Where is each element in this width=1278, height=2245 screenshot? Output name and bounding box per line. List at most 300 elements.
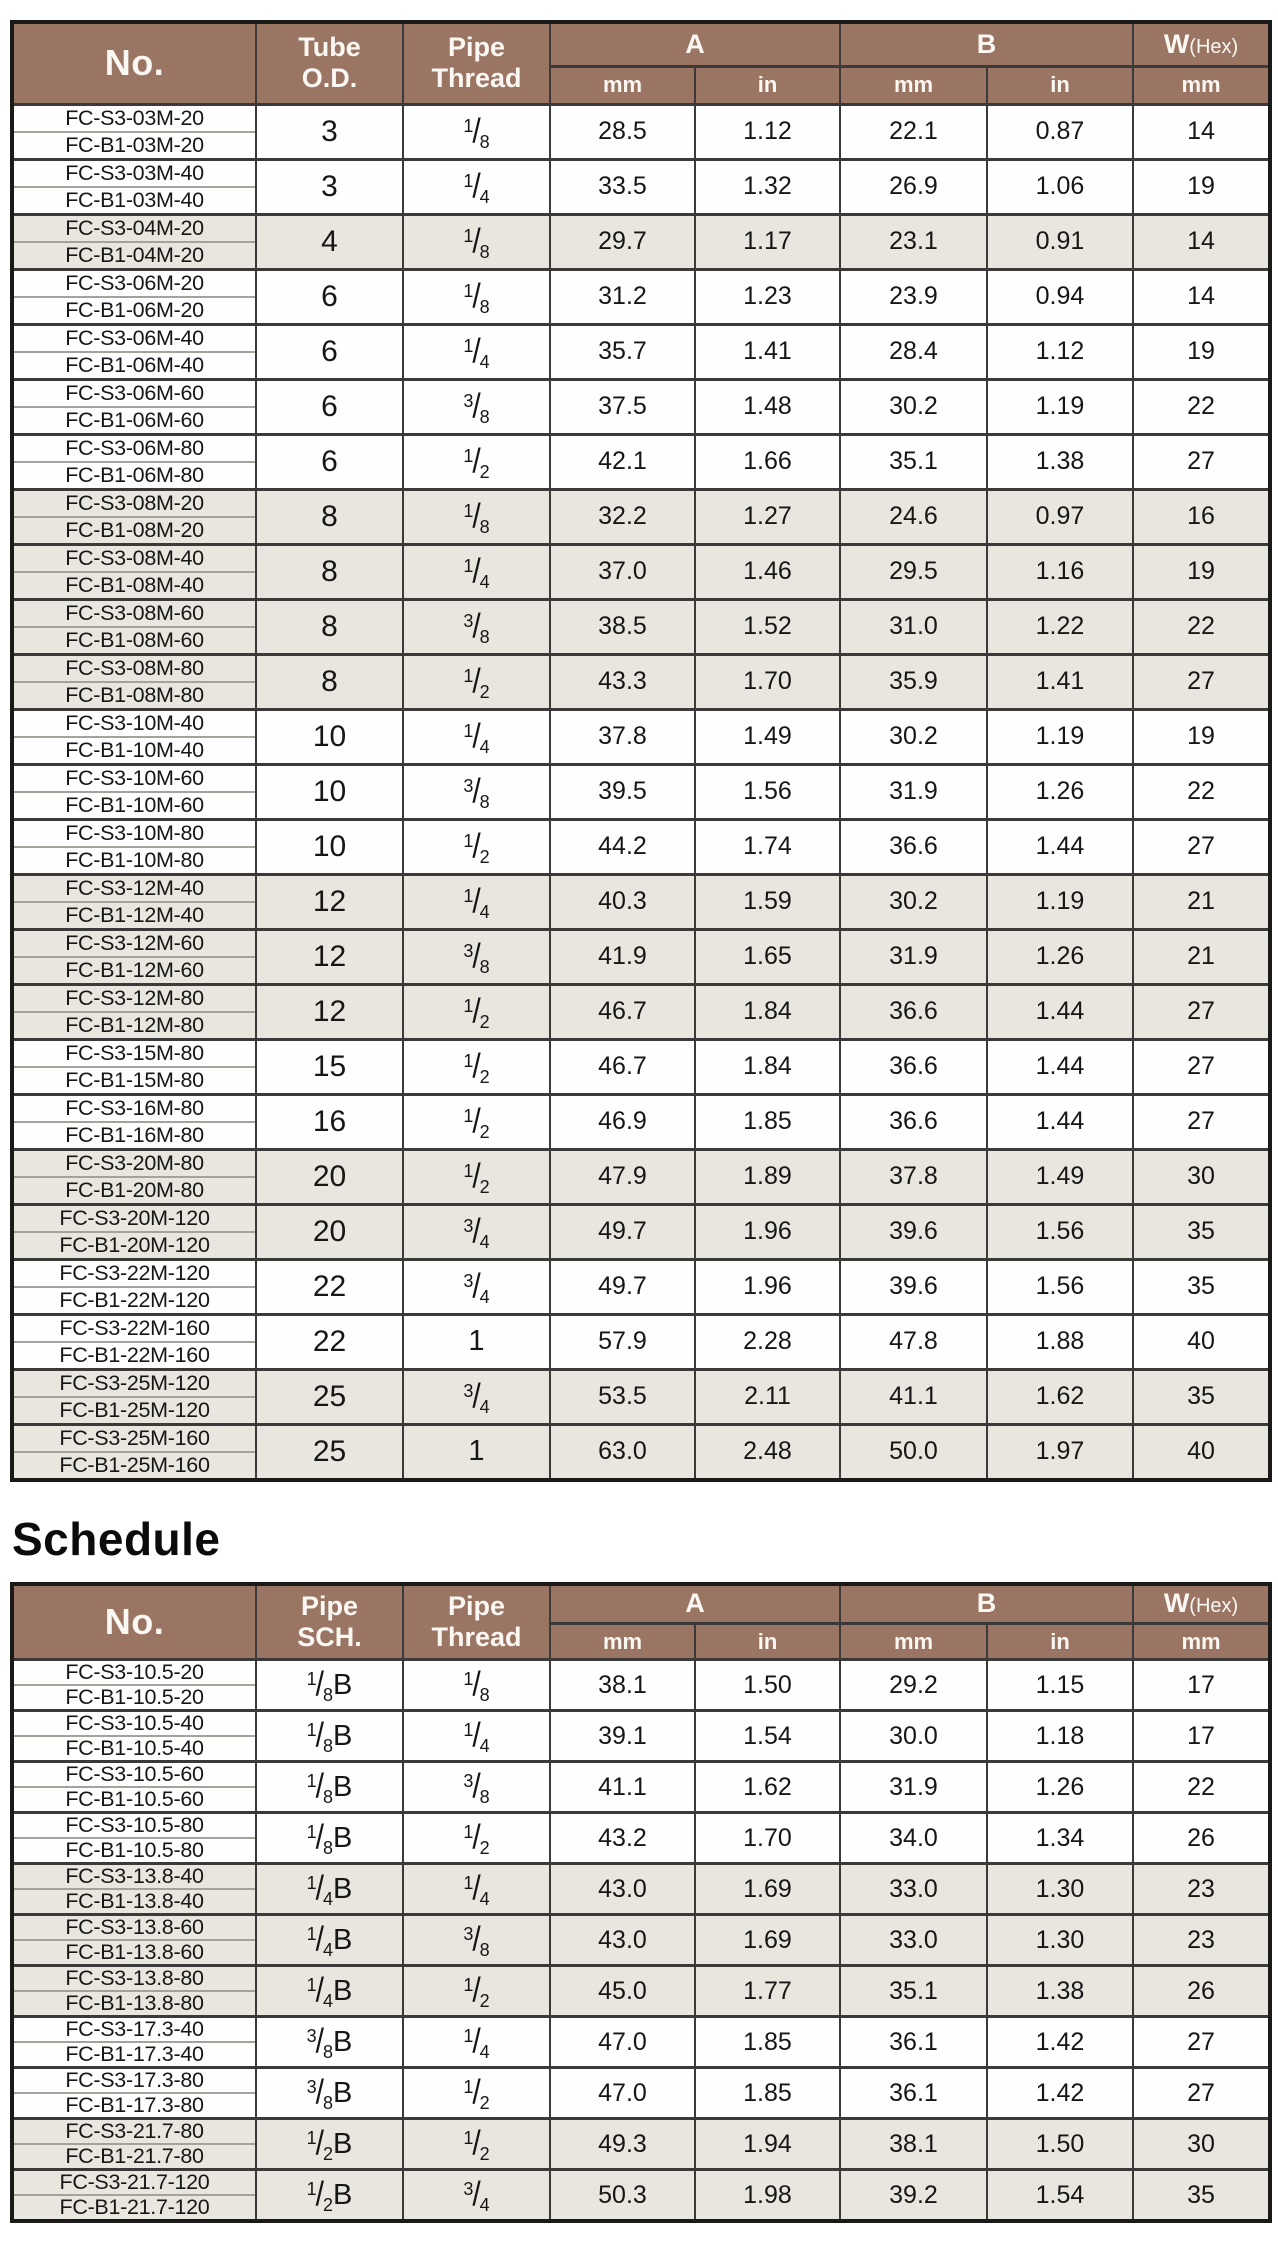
b-in-value: 1.41 xyxy=(987,654,1133,709)
size-value: 4 xyxy=(256,214,403,269)
size-value: $^3/_8B$ xyxy=(256,2017,403,2068)
a-in-value: 1.66 xyxy=(695,434,840,489)
w-hex-value: 22 xyxy=(1133,1762,1270,1813)
size-value: 16 xyxy=(256,1094,403,1149)
pipe-thread-value: $^3/_4$ xyxy=(403,1369,550,1424)
part-number-cell xyxy=(12,214,256,269)
b-mm-value: 38.1 xyxy=(840,2119,987,2170)
table-row xyxy=(12,1660,1270,1711)
a-in-value: 1.32 xyxy=(695,159,840,214)
b-mm-value: 36.1 xyxy=(840,2017,987,2068)
pipe-thread-value: $^1/_4$ xyxy=(403,1711,550,1762)
a-mm-value: 45.0 xyxy=(550,1966,695,2017)
b-mm-value: 39.6 xyxy=(840,1259,987,1314)
size-value: 8 xyxy=(256,544,403,599)
pipe-thread-value: $^3/_4$ xyxy=(403,1259,550,1314)
part-number-b1: FC-B1-21.7-120 xyxy=(59,2195,210,2219)
w-hex-value: 35 xyxy=(1133,1259,1270,1314)
a-in-value: 1.85 xyxy=(695,2068,840,2119)
table-row xyxy=(12,1094,1270,1149)
a-mm-value: 53.5 xyxy=(550,1369,695,1424)
b-mm-value: 36.1 xyxy=(840,2068,987,2119)
b-in-value: 1.44 xyxy=(987,819,1133,874)
part-number-b1: FC-B1-06M-20 xyxy=(65,297,204,322)
part-number-cell xyxy=(12,1149,256,1204)
size-value: 6 xyxy=(256,269,403,324)
part-number-cell xyxy=(12,1813,256,1864)
part-number-s3: FC-S3-10M-60 xyxy=(14,766,255,793)
metric-table-header xyxy=(12,22,1270,104)
size-value: 6 xyxy=(256,379,403,434)
table-row xyxy=(12,104,1270,159)
pipe-thread-value: $^1/_4$ xyxy=(403,159,550,214)
pipe-thread-value: $^3/_8$ xyxy=(403,929,550,984)
b-mm-value: 37.8 xyxy=(840,1149,987,1204)
part-number-cell xyxy=(12,2017,256,2068)
pipe-thread-value: $^1/_8$ xyxy=(403,1660,550,1711)
part-number-cell xyxy=(12,1369,256,1424)
schedule-table-body xyxy=(12,1660,1270,2222)
w-hex-value: 27 xyxy=(1133,819,1270,874)
size-value: $^1/_4B$ xyxy=(256,1915,403,1966)
table-row xyxy=(12,874,1270,929)
a-in-value: 1.85 xyxy=(695,2017,840,2068)
part-number-cell xyxy=(12,1711,256,1762)
part-number-s3: FC-S3-08M-60 xyxy=(14,601,255,628)
part-number-s3: FC-S3-10.5-60 xyxy=(14,1763,255,1788)
table-row xyxy=(12,1039,1270,1094)
b-mm-value: 30.0 xyxy=(840,1711,987,1762)
a-mm-value: 29.7 xyxy=(550,214,695,269)
table-row xyxy=(12,379,1270,434)
col-header-a: A xyxy=(550,22,840,66)
col-header-tube-od-line2: O.D. xyxy=(301,63,358,94)
part-number-b1: FC-B1-22M-160 xyxy=(59,1342,210,1367)
col-header-w-hex xyxy=(1133,22,1270,66)
b-in-value: 1.19 xyxy=(987,709,1133,764)
part-number-s3: FC-S3-20M-120 xyxy=(14,1206,255,1233)
schedule-size-table xyxy=(10,1582,1272,2224)
part-number-s3: FC-S3-25M-120 xyxy=(14,1371,255,1398)
a-in-value: 1.89 xyxy=(695,1149,840,1204)
part-number-b1: FC-B1-13.8-80 xyxy=(65,1991,204,2015)
b-mm-value: 50.0 xyxy=(840,1424,987,1480)
table-row xyxy=(12,819,1270,874)
table-row xyxy=(12,1711,1270,1762)
w-hex-value: 19 xyxy=(1133,544,1270,599)
b-mm-value: 47.8 xyxy=(840,1314,987,1369)
a-mm-value: 43.0 xyxy=(550,1915,695,1966)
col-header-pipe-thread-line2: Thread xyxy=(431,1621,522,1652)
part-number-s3: FC-S3-12M-60 xyxy=(14,931,255,958)
pipe-thread-value: $^1/_8$ xyxy=(403,104,550,159)
b-mm-value: 36.6 xyxy=(840,1094,987,1149)
w-hex-value: 35 xyxy=(1133,2170,1270,2222)
size-value: 8 xyxy=(256,489,403,544)
table-row xyxy=(12,269,1270,324)
size-value: 12 xyxy=(256,929,403,984)
part-number-b1: FC-B1-10.5-60 xyxy=(65,1787,204,1811)
b-in-value: 1.49 xyxy=(987,1149,1133,1204)
pipe-thread-value: $^1/_4$ xyxy=(403,709,550,764)
pipe-thread-value: $^3/_8$ xyxy=(403,1762,550,1813)
table-row xyxy=(12,1424,1270,1480)
size-value: 15 xyxy=(256,1039,403,1094)
part-number-b1: FC-B1-20M-80 xyxy=(65,1177,204,1202)
col-header-w-hex xyxy=(1133,1584,1270,1624)
table-row xyxy=(12,1966,1270,2017)
b-mm-value: 23.1 xyxy=(840,214,987,269)
b-mm-value: 29.2 xyxy=(840,1660,987,1711)
b-mm-value: 31.9 xyxy=(840,764,987,819)
part-number-b1: FC-B1-10M-80 xyxy=(65,847,204,872)
part-number-b1: FC-B1-25M-160 xyxy=(59,1452,210,1477)
b-mm-value: 28.4 xyxy=(840,324,987,379)
b-in-value: 1.56 xyxy=(987,1259,1133,1314)
size-value: 8 xyxy=(256,599,403,654)
part-number-cell xyxy=(12,874,256,929)
a-mm-value: 57.9 xyxy=(550,1314,695,1369)
unit-a-mm: mm xyxy=(550,1624,695,1660)
b-in-value: 1.54 xyxy=(987,2170,1133,2222)
part-number-b1: FC-B1-10.5-40 xyxy=(65,1736,204,1760)
table-row xyxy=(12,2068,1270,2119)
size-value: $^1/_2B$ xyxy=(256,2119,403,2170)
part-number-s3: FC-S3-21.7-80 xyxy=(14,2120,255,2145)
schedule-table-header xyxy=(12,1584,1270,1660)
a-in-value: 1.77 xyxy=(695,1966,840,2017)
w-hex-value: 26 xyxy=(1133,1813,1270,1864)
table-row xyxy=(12,654,1270,709)
w-hex-value: 40 xyxy=(1133,1424,1270,1480)
part-number-b1: FC-B1-22M-120 xyxy=(59,1287,210,1312)
part-number-s3: FC-S3-06M-60 xyxy=(14,381,255,408)
size-value: 25 xyxy=(256,1424,403,1480)
part-number-cell xyxy=(12,2119,256,2170)
part-number-s3: FC-S3-22M-160 xyxy=(14,1316,255,1343)
w-hex-value: 22 xyxy=(1133,764,1270,819)
col-header-b: B xyxy=(840,1584,1133,1624)
col-header-pipe-thread-line1: Pipe xyxy=(447,1590,506,1621)
pipe-thread-value: $^1/_2$ xyxy=(403,654,550,709)
pipe-thread-value: $^1/_4$ xyxy=(403,544,550,599)
part-number-cell xyxy=(12,269,256,324)
table-row xyxy=(12,599,1270,654)
b-in-value: 1.15 xyxy=(987,1660,1133,1711)
table-row xyxy=(12,1149,1270,1204)
a-in-value: 1.27 xyxy=(695,489,840,544)
b-mm-value: 39.6 xyxy=(840,1204,987,1259)
col-header-no: No. xyxy=(12,1584,256,1660)
b-mm-value: 36.6 xyxy=(840,984,987,1039)
part-number-s3: FC-S3-10M-40 xyxy=(14,711,255,738)
a-mm-value: 43.3 xyxy=(550,654,695,709)
a-in-value: 1.65 xyxy=(695,929,840,984)
table-row xyxy=(12,764,1270,819)
part-number-b1: FC-B1-13.8-60 xyxy=(65,1940,204,1964)
b-mm-value: 33.0 xyxy=(840,1864,987,1915)
size-value: 6 xyxy=(256,434,403,489)
b-in-value: 1.50 xyxy=(987,2119,1133,2170)
pipe-thread-value: $^1/_4$ xyxy=(403,2017,550,2068)
unit-b-mm: mm xyxy=(840,66,987,104)
pipe-thread-value: $^1/_4$ xyxy=(403,874,550,929)
part-number-s3: FC-S3-12M-80 xyxy=(14,986,255,1013)
part-number-b1: FC-B1-10.5-20 xyxy=(65,1685,204,1709)
b-mm-value: 41.1 xyxy=(840,1369,987,1424)
a-mm-value: 37.5 xyxy=(550,379,695,434)
size-value: 10 xyxy=(256,819,403,874)
w-hex-value: 27 xyxy=(1133,2017,1270,2068)
schedule-heading: Schedule xyxy=(12,1512,221,1565)
b-in-value: 1.12 xyxy=(987,324,1133,379)
table-row xyxy=(12,2017,1270,2068)
part-number-b1: FC-B1-16M-80 xyxy=(65,1122,204,1147)
part-number-s3: FC-S3-17.3-80 xyxy=(14,2069,255,2094)
part-number-b1: FC-B1-08M-20 xyxy=(65,517,204,542)
a-mm-value: 46.7 xyxy=(550,1039,695,1094)
part-number-cell xyxy=(12,104,256,159)
part-number-s3: FC-S3-15M-80 xyxy=(14,1041,255,1068)
part-number-s3: FC-S3-03M-20 xyxy=(14,106,255,133)
size-value: 22 xyxy=(256,1314,403,1369)
part-number-cell xyxy=(12,2068,256,2119)
w-hex-value: 30 xyxy=(1133,1149,1270,1204)
part-number-s3: FC-S3-17.3-40 xyxy=(14,2018,255,2043)
col-header-pipe-sch-line1: Pipe xyxy=(300,1590,359,1621)
part-number-s3: FC-S3-06M-40 xyxy=(14,326,255,353)
a-in-value: 1.62 xyxy=(695,1762,840,1813)
table-row xyxy=(12,434,1270,489)
pipe-thread-value: $^1/_2$ xyxy=(403,2119,550,2170)
part-number-b1: FC-B1-12M-40 xyxy=(65,902,204,927)
a-mm-value: 47.0 xyxy=(550,2068,695,2119)
size-value: 12 xyxy=(256,874,403,929)
b-in-value: 1.19 xyxy=(987,379,1133,434)
part-number-b1: FC-B1-06M-40 xyxy=(65,352,204,377)
part-number-cell xyxy=(12,324,256,379)
a-mm-value: 63.0 xyxy=(550,1424,695,1480)
size-value: 10 xyxy=(256,709,403,764)
part-number-cell xyxy=(12,379,256,434)
part-number-cell xyxy=(12,1660,256,1711)
a-mm-value: 49.7 xyxy=(550,1259,695,1314)
b-in-value: 1.22 xyxy=(987,599,1133,654)
part-number-b1: FC-B1-10M-40 xyxy=(65,737,204,762)
a-in-value: 1.84 xyxy=(695,984,840,1039)
table-row xyxy=(12,709,1270,764)
part-number-cell xyxy=(12,1094,256,1149)
pipe-thread-value: $^3/_4$ xyxy=(403,2170,550,2222)
pipe-thread-value: $^3/_8$ xyxy=(403,764,550,819)
w-hex-value: 21 xyxy=(1133,929,1270,984)
a-in-value: 1.70 xyxy=(695,1813,840,1864)
a-in-value: 1.41 xyxy=(695,324,840,379)
table-row xyxy=(12,1915,1270,1966)
a-in-value: 1.85 xyxy=(695,1094,840,1149)
b-mm-value: 30.2 xyxy=(840,874,987,929)
part-number-cell xyxy=(12,1966,256,2017)
a-mm-value: 46.7 xyxy=(550,984,695,1039)
b-mm-value: 35.1 xyxy=(840,434,987,489)
col-header-pipe-thread xyxy=(403,22,550,104)
b-in-value: 1.44 xyxy=(987,1094,1133,1149)
b-in-value: 1.56 xyxy=(987,1204,1133,1259)
b-mm-value: 22.1 xyxy=(840,104,987,159)
size-value: 12 xyxy=(256,984,403,1039)
hex-label: (Hex) xyxy=(1189,35,1239,58)
b-mm-value: 31.0 xyxy=(840,599,987,654)
a-mm-value: 38.5 xyxy=(550,599,695,654)
a-mm-value: 33.5 xyxy=(550,159,695,214)
size-value: $^1/_4B$ xyxy=(256,1966,403,2017)
pipe-thread-value: $^1/_2$ xyxy=(403,1813,550,1864)
part-number-b1: FC-B1-20M-120 xyxy=(59,1232,210,1257)
b-mm-value: 36.6 xyxy=(840,1039,987,1094)
a-mm-value: 46.9 xyxy=(550,1094,695,1149)
b-in-value: 1.88 xyxy=(987,1314,1133,1369)
part-number-s3: FC-S3-03M-40 xyxy=(14,161,255,188)
part-number-b1: FC-B1-08M-60 xyxy=(65,627,204,652)
a-mm-value: 50.3 xyxy=(550,2170,695,2222)
a-in-value: 1.46 xyxy=(695,544,840,599)
col-header-no: No. xyxy=(12,22,256,104)
pipe-thread-value: $^1/_2$ xyxy=(403,1039,550,1094)
pipe-thread-value: 1 xyxy=(403,1314,550,1369)
b-in-value: 1.30 xyxy=(987,1915,1133,1966)
part-number-b1: FC-B1-21.7-80 xyxy=(65,2144,204,2168)
pipe-thread-value: $^1/_8$ xyxy=(403,489,550,544)
col-header-tube-od xyxy=(256,22,403,104)
a-in-value: 1.23 xyxy=(695,269,840,324)
b-in-value: 1.44 xyxy=(987,984,1133,1039)
part-number-s3: FC-S3-04M-20 xyxy=(14,216,255,243)
part-number-cell xyxy=(12,1259,256,1314)
a-in-value: 1.49 xyxy=(695,709,840,764)
w-hex-value: 21 xyxy=(1133,874,1270,929)
part-number-b1: FC-B1-06M-60 xyxy=(65,407,204,432)
a-mm-value: 28.5 xyxy=(550,104,695,159)
w-hex-value: 16 xyxy=(1133,489,1270,544)
part-number-cell xyxy=(12,1762,256,1813)
col-header-pipe-thread-line1: Pipe xyxy=(447,32,506,63)
size-value: 20 xyxy=(256,1204,403,1259)
a-mm-value: 42.1 xyxy=(550,434,695,489)
metric-table-body xyxy=(12,104,1270,1480)
b-mm-value: 35.9 xyxy=(840,654,987,709)
col-header-pipe-thread xyxy=(403,1584,550,1660)
w-hex-value: 14 xyxy=(1133,269,1270,324)
w-label: W xyxy=(1163,28,1190,59)
a-in-value: 1.17 xyxy=(695,214,840,269)
pipe-thread-value: $^1/_8$ xyxy=(403,269,550,324)
a-in-value: 2.48 xyxy=(695,1424,840,1480)
b-in-value: 0.87 xyxy=(987,104,1133,159)
a-mm-value: 44.2 xyxy=(550,819,695,874)
col-header-tube-od-line1: Tube xyxy=(298,32,361,63)
unit-a-in: in xyxy=(695,1624,840,1660)
w-label: W xyxy=(1163,1588,1190,1619)
b-in-value: 1.62 xyxy=(987,1369,1133,1424)
table-row xyxy=(12,324,1270,379)
b-mm-value: 24.6 xyxy=(840,489,987,544)
pipe-thread-value: $^3/_4$ xyxy=(403,1204,550,1259)
part-number-s3: FC-S3-08M-80 xyxy=(14,656,255,683)
a-mm-value: 49.3 xyxy=(550,2119,695,2170)
a-in-value: 2.11 xyxy=(695,1369,840,1424)
unit-b-in: in xyxy=(987,1624,1133,1660)
unit-b-in: in xyxy=(987,66,1133,104)
part-number-cell xyxy=(12,929,256,984)
w-hex-value: 19 xyxy=(1133,709,1270,764)
size-value: 22 xyxy=(256,1259,403,1314)
a-mm-value: 41.9 xyxy=(550,929,695,984)
part-number-b1: FC-B1-10M-60 xyxy=(65,792,204,817)
b-in-value: 1.97 xyxy=(987,1424,1133,1480)
b-mm-value: 23.9 xyxy=(840,269,987,324)
a-in-value: 1.59 xyxy=(695,874,840,929)
a-mm-value: 40.3 xyxy=(550,874,695,929)
part-number-cell xyxy=(12,709,256,764)
table-row xyxy=(12,2119,1270,2170)
part-number-b1: FC-B1-03M-40 xyxy=(65,187,204,212)
part-number-cell xyxy=(12,1314,256,1369)
col-header-pipe-thread-line2: Thread xyxy=(431,63,522,94)
a-mm-value: 37.8 xyxy=(550,709,695,764)
size-value: $^3/_8B$ xyxy=(256,2068,403,2119)
size-value: $^1/_4B$ xyxy=(256,1864,403,1915)
table-row xyxy=(12,159,1270,214)
a-in-value: 1.52 xyxy=(695,599,840,654)
col-header-b: B xyxy=(840,22,1133,66)
a-in-value: 1.74 xyxy=(695,819,840,874)
a-mm-value: 39.5 xyxy=(550,764,695,819)
size-value: $^1/_2B$ xyxy=(256,2170,403,2222)
b-in-value: 1.34 xyxy=(987,1813,1133,1864)
b-in-value: 0.97 xyxy=(987,489,1133,544)
table-row xyxy=(12,1813,1270,1864)
part-number-s3: FC-S3-12M-40 xyxy=(14,876,255,903)
part-number-cell xyxy=(12,1204,256,1259)
a-in-value: 1.12 xyxy=(695,104,840,159)
unit-a-mm: mm xyxy=(550,66,695,104)
w-hex-value: 27 xyxy=(1133,2068,1270,2119)
part-number-b1: FC-B1-17.3-80 xyxy=(65,2093,204,2117)
table-row xyxy=(12,544,1270,599)
w-hex-value: 27 xyxy=(1133,1094,1270,1149)
a-mm-value: 41.1 xyxy=(550,1762,695,1813)
a-mm-value: 43.0 xyxy=(550,1864,695,1915)
part-number-cell xyxy=(12,654,256,709)
part-number-b1: FC-B1-25M-120 xyxy=(59,1397,210,1422)
b-mm-value: 31.9 xyxy=(840,929,987,984)
part-number-s3: FC-S3-13.8-80 xyxy=(14,1967,255,1992)
b-in-value: 1.42 xyxy=(987,2068,1133,2119)
part-number-b1: FC-B1-17.3-40 xyxy=(65,2042,204,2066)
a-in-value: 1.94 xyxy=(695,2119,840,2170)
a-mm-value: 49.7 xyxy=(550,1204,695,1259)
part-number-cell xyxy=(12,984,256,1039)
a-in-value: 1.96 xyxy=(695,1204,840,1259)
part-number-b1: FC-B1-15M-80 xyxy=(65,1067,204,1092)
size-value: $^1/_8B$ xyxy=(256,1762,403,1813)
part-number-cell xyxy=(12,819,256,874)
a-in-value: 1.96 xyxy=(695,1259,840,1314)
a-in-value: 1.54 xyxy=(695,1711,840,1762)
b-in-value: 1.30 xyxy=(987,1864,1133,1915)
w-hex-value: 19 xyxy=(1133,324,1270,379)
a-mm-value: 39.1 xyxy=(550,1711,695,1762)
